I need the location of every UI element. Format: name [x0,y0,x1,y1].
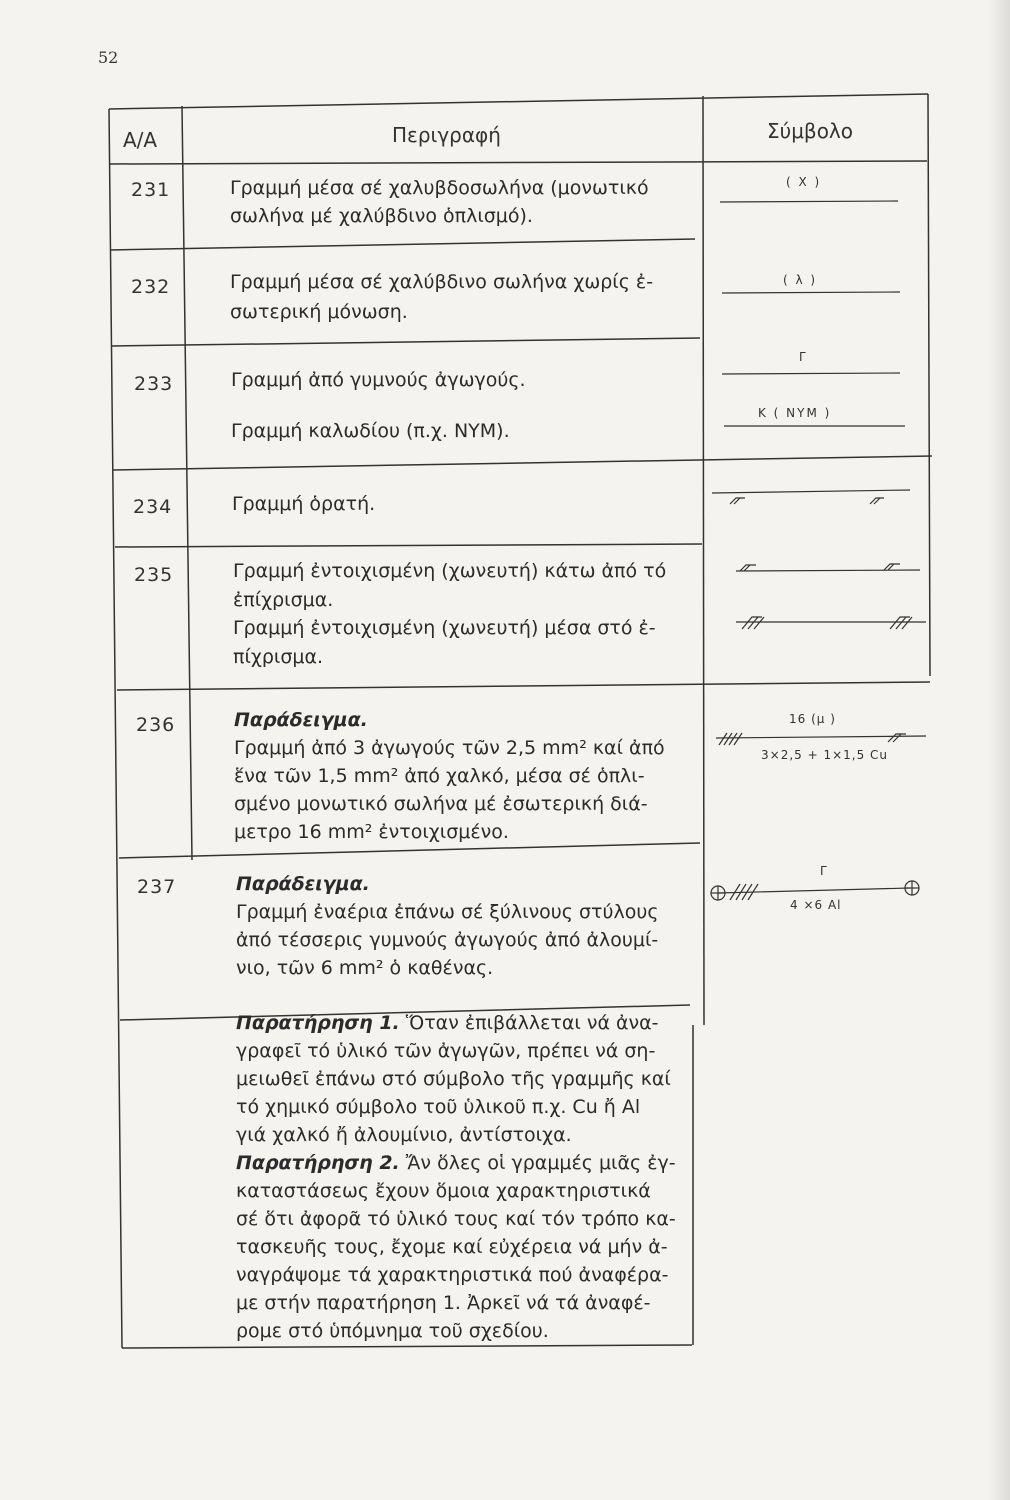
row-description-line: ἐπίχρισμα. [233,589,334,611]
row-description-line: Γραμμή ἐναέρια ἐπάνω σέ ξύλινους στύλους [236,901,659,923]
header-number: Α/Α [123,128,158,152]
note-2-line: με στήν παρατήρηση 1. Ἀρκεῖ νά τά ἀναφέ- [236,1292,651,1314]
row-description-line: σωλήνα μέ χαλύβδινο ὁπλισμό). [230,205,533,227]
row-description-line: Γραμμή ἀπό 3 ἀγωγούς τῶν 2,5 mm² καί ἀπό [234,737,665,759]
note-1-line [236,1012,659,1034]
row-symbol-label: Κ ( ΝΥΜ ) [758,406,832,420]
row-number: 237 [137,876,177,898]
row-description-line: νιο, τῶν 6 mm² ὁ καθένας. [236,957,494,979]
note-1-text: Ὅταν ἐπιβάλλεται νά ἀνα- [399,1012,659,1034]
row-symbol-label: Γ [799,350,808,364]
note-2-line [236,1152,676,1174]
row-description-line: ἕνα τῶν 1,5 mm² ἀπό χαλκό, μέσα σέ ὁπλι- [234,765,645,787]
row-description-line: ἀπό τέσσερις γυμνούς ἀγωγούς ἀπό ἀλουμί- [236,929,659,951]
row-description-line: Γραμμή μέσα σέ χαλυβδοσωλήνα (μονωτικό [230,177,649,199]
header-symbol: Σύμβολο [767,119,854,143]
row-symbol-label: 4 ×6 Αl [790,898,842,912]
row-number: 233 [134,373,174,395]
row-number: 231 [131,179,171,201]
row-symbol-label: ( Χ ) [786,175,822,189]
note-1-line: γραφεῖ τό ὑλικό τῶν ἀγωγῶν, πρέπει νά ση- [236,1040,656,1062]
row-symbol-label: ( λ ) [783,273,818,287]
row-symbol-label: Γ [820,864,829,878]
row-description-line: σωτερική μόνωση. [230,301,408,323]
row-description-line: μετρο 16 mm² ἐντοιχισμένο. [234,821,509,843]
note-2-line: ρομε στό ὑπόμνημα τοῦ σχεδίου. [236,1320,549,1342]
note-1-line: γιά χαλκό ἤ ἀλουμίνιο, ἀντίστοιχα. [236,1124,572,1146]
header-description: Περιγραφή [392,123,501,147]
page-number: 52 [98,48,119,67]
line-symbols [711,201,926,900]
row-example-title: Παράδειγμα. [236,873,370,895]
note-2-line: ναγράψομε τά χαρακτηριστικά πού ἀναφέρα- [236,1264,669,1286]
note-2-line: τασκευῆς τους, ἔχομε καί εὐχέρεια νά μήν ἀ- [236,1236,668,1258]
row-symbol-label: 3×2,5 + 1×1,5 Cu [761,748,889,762]
row-description-line: Γραμμή καλωδίου (π.χ. ΝΥΜ). [231,420,510,442]
note-1-title: Παρατήρηση 1. [236,1012,400,1034]
row-number: 235 [134,564,174,586]
row-description-line: σμένο μονωτικό σωλήνα μέ ἐσωτερική διά- [234,793,648,815]
note-2-line: καταστάσεως ἔχουν ὅμοια χαρακτηριστικά [236,1180,651,1202]
row-number: 234 [133,496,173,518]
row-description-line: πίχρισμα. [233,646,324,668]
row-description-line: Γραμμή μέσα σέ χαλύβδινο σωλήνα χωρίς ἐ- [230,271,654,293]
row-example-title: Παράδειγμα. [234,709,368,731]
row-symbol-label: 16 (μ ) [789,712,836,726]
note-1-line: τό χημικό σύμβολο τοῦ ὑλικοῦ π.χ. Cu ἤ Al [236,1096,641,1118]
row-number: 232 [131,276,171,298]
note-2-title: Παρατήρηση 2. [236,1152,400,1174]
row-description-line: Γραμμή ἀπό γυμνούς ἀγωγούς. [231,369,526,391]
row-description-line: Γραμμή ὁρατή. [232,493,376,515]
note-2-text: Ἄν ὅλες οἱ γραμμές μιᾶς ἐγ- [399,1152,676,1174]
note-2-line: σέ ὅτι ἀφορᾶ τό ὑλικό τους καί τόν τρόπο κα- [236,1208,676,1230]
note-1-line: μειωθεῖ ἐπάνω στό σύμβολο τῆς γραμμῆς καί [236,1068,671,1090]
row-description-line: Γραμμή ἐντοιχισμένη (χωνευτή) μέσα στό ἐ- [233,617,656,639]
row-description-line: Γραμμή ἐντοιχισμένη (χωνευτή) κάτω ἀπό τό [233,560,667,582]
row-number: 236 [136,714,176,736]
